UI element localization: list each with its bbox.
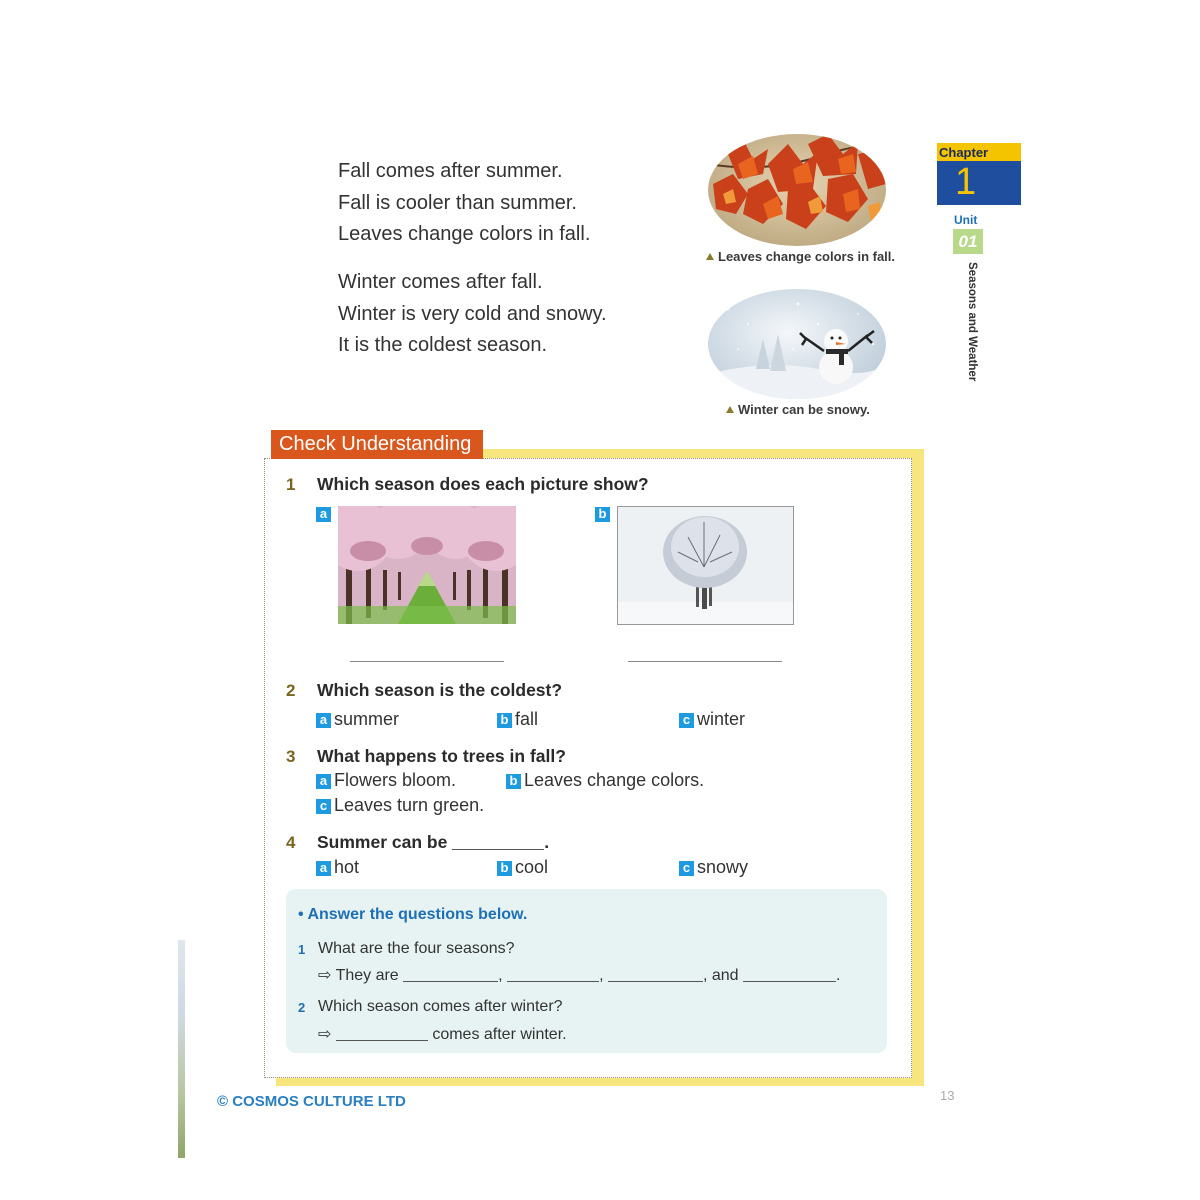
question-3-option-c[interactable] [316, 795, 484, 816]
option-text: summer [334, 709, 400, 729]
passage-paragraph-2 [338, 267, 607, 362]
question-3-number: 3 [286, 747, 296, 766]
season-blank-1[interactable] [403, 966, 498, 982]
option-text: Leaves change colors. [524, 770, 705, 790]
question-2-option-c[interactable] [679, 709, 745, 730]
winter-photo-caption [726, 402, 870, 417]
arrow-right-icon: ⇨ [318, 967, 332, 984]
question-3-text: What happens to trees in fall? [317, 746, 566, 766]
comma: , [498, 967, 503, 984]
season-blank-3[interactable] [608, 966, 703, 982]
question-4-text [317, 832, 549, 853]
answer-heading-text: Answer the questions below. [307, 906, 528, 923]
option-text: Leaves turn green. [334, 795, 485, 815]
arrow-right-icon: ⇨ [318, 1026, 332, 1043]
question-1-text: Which season does each picture show? [317, 474, 649, 494]
option-text: hot [334, 857, 360, 877]
sub-question-1-number: 1 [298, 942, 306, 957]
letter-badge: c [679, 713, 694, 728]
snowy-tree-winter-photo [617, 506, 794, 625]
question-4-period: . [544, 832, 550, 852]
passage-line: Winter comes after fall. [338, 271, 543, 293]
sub-question-2-answer-line [318, 1024, 567, 1044]
question-2-option-b[interactable] [497, 709, 538, 730]
season-blank-4[interactable] [743, 966, 836, 982]
winter-caption-text: Winter can be snowy. [738, 402, 870, 417]
chapter-tab [937, 143, 1021, 205]
copyright-notice: © COSMOS CULTURE LTD [217, 1093, 406, 1110]
chapter-number: 1 [955, 161, 977, 203]
prompt-end: comes after winter. [432, 1026, 567, 1043]
answer-line-a[interactable] [350, 661, 504, 662]
season-blank-2[interactable] [507, 966, 599, 982]
letter-badge: b [497, 861, 512, 876]
period: . [836, 967, 841, 984]
letter-badge: b [595, 507, 610, 522]
unit-number: 01 [953, 229, 983, 254]
option-text: winter [697, 709, 746, 729]
letter-badge: c [316, 799, 331, 814]
check-understanding-heading: Check Understanding [271, 430, 483, 459]
fall-photo-caption [706, 249, 895, 264]
passage-line: Fall comes after summer. [338, 160, 563, 182]
option-text: Flowers bloom. [334, 770, 457, 790]
cherry-blossom-spring-photo [338, 506, 516, 624]
comma: , [599, 967, 604, 984]
passage-line: It is the coldest season. [338, 334, 548, 356]
winter-snowman-photo [708, 289, 886, 399]
sub-question-1-text: What are the four seasons? [318, 940, 515, 957]
sub-question-2-text: Which season comes after winter? [318, 998, 563, 1015]
question-4-option-c[interactable] [679, 857, 748, 878]
letter-badge: a [316, 507, 331, 522]
option-text: cool [515, 857, 549, 877]
option-text: fall [515, 709, 539, 729]
page-number: 13 [940, 1088, 955, 1103]
question-4-number: 4 [286, 833, 296, 852]
picture-b-label [595, 506, 613, 524]
question-2-number: 2 [286, 681, 296, 700]
letter-badge: a [316, 861, 331, 876]
question-3-option-b[interactable] [506, 770, 704, 791]
triangle-bullet-icon [726, 406, 734, 413]
fall-leaves-photo [708, 134, 886, 246]
chapter-number-background [937, 161, 1021, 205]
question-4-blank[interactable] [452, 834, 544, 850]
unit-label: Unit [954, 213, 978, 227]
question-2-text: Which season is the coldest? [317, 680, 563, 700]
question-4-option-a[interactable] [316, 857, 359, 878]
question-1-number: 1 [286, 475, 296, 494]
passage-line: Winter is very cold and snowy. [338, 302, 607, 325]
question-3-option-a[interactable] [316, 770, 456, 791]
question-4-option-b[interactable] [497, 857, 548, 878]
option-text: snowy [697, 857, 749, 877]
season-blank-after-winter[interactable] [336, 1025, 428, 1041]
fall-caption-text: Leaves change colors in fall. [718, 249, 896, 264]
question-4-stem: Summer can be [317, 832, 448, 852]
left-edge-photo-strip [178, 940, 185, 1158]
letter-badge: c [679, 861, 694, 876]
passage-paragraph-1 [338, 156, 590, 251]
sub-question-1-answer-line [318, 965, 840, 985]
prompt-start: They are [335, 967, 399, 984]
letter-badge: b [497, 713, 512, 728]
passage-line: Leaves change colors in fall. [338, 223, 591, 245]
answer-line-b[interactable] [628, 661, 782, 662]
letter-badge: b [506, 774, 521, 789]
passage-line: Fall is cooler than summer. [338, 191, 577, 214]
letter-badge: a [316, 713, 331, 728]
question-2-option-a[interactable] [316, 709, 399, 730]
unit-title-vertical: Seasons and Weather [966, 262, 978, 382]
chapter-label: Chapter [937, 143, 1021, 161]
and-word: , and [702, 967, 739, 984]
sub-question-2-number: 2 [298, 1000, 306, 1015]
triangle-bullet-icon [706, 253, 714, 260]
letter-badge: a [316, 774, 331, 789]
picture-a-label [316, 506, 334, 524]
answer-section-heading: • Answer the questions below. [298, 906, 528, 923]
